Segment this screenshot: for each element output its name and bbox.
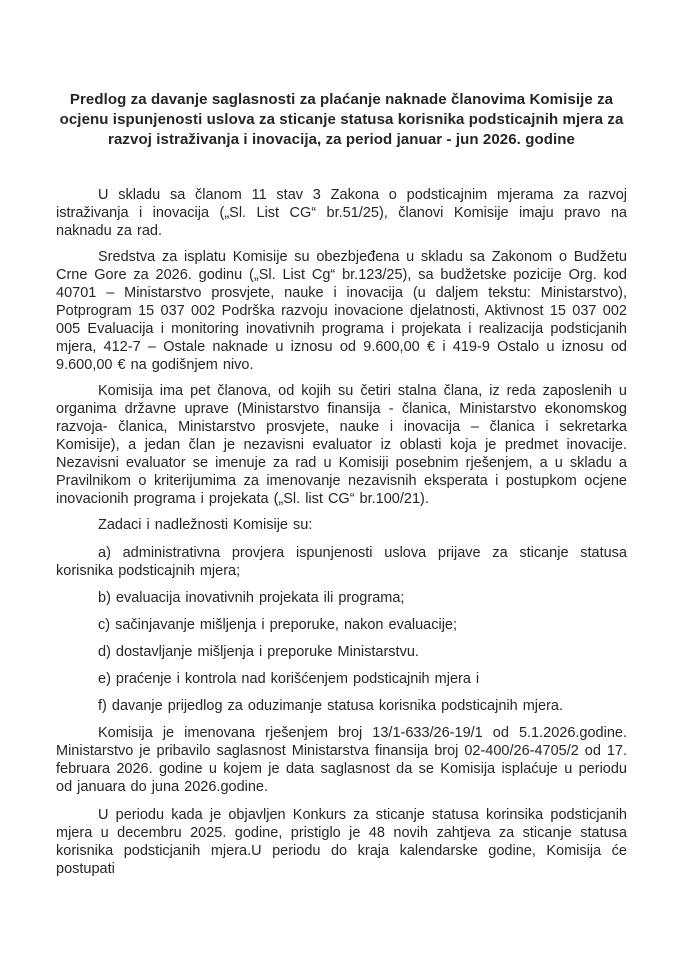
paragraph-legal-basis: U skladu sa članom 11 stav 3 Zakona o podsticajnim mjerama za razvoj istraživanja i inovacija („Sl. List CG“ br.51/25), članovi Komisije imaju pravo na naknadu za rad. (56, 187, 627, 239)
paragraph-commission-members: Komisija ima pet članova, od kojih su četiri stalna člana, iz reda zaposlenih u organima državne uprave (Ministarstvo finansija - članica, Ministarstvo ekonomskog razvoja- članica, Ministarstvo prosvjete, nauke i inovacija – članica i sekretarka Komisije), a jedan član je nezavisni evaluator iz oblasti koja je predmet inovacije. Nezavisni evaluator se imenuje za rad u Komisiji posebnim rješenjem, a u skladu a Pravilnikom o kriterijumima za imenovanje nezavisnih eksperata i postupkom ocjene inovacionih programa i projekata („Sl. list CG“ br.100/21). (56, 383, 627, 507)
task-item-a: a) administrativna provjera ispunjenosti uslova prijave za sticanje statusa korisnika podsticajnih mjera; (56, 545, 627, 579)
tasks-heading: Zadaci i nadležnosti Komisije su: (98, 517, 313, 533)
task-item-b: b) evaluacija inovativnih projekata ili programa; (98, 590, 405, 606)
document-title: Predlog za davanje saglasnosti za plaćanje naknade članovima Komisije za ocjenu ispunjenosti uslova za sticanje statusa korisnika podsticajnih mjera za razvoj istraživanja i inovacija, za period januar - jun 2026. godine (59, 91, 624, 148)
paragraph-contest-requests: U periodu kada je objavljen Konkurs za sticanje statusa korinsika podsticjanih mjera u decembru 2025. godine, pristiglo je 48 novih zahtjeva za sticanje statusa korisnika podsticjanih mjera.U periodu do kraja kalendarske godine, Komisija će postupati (56, 807, 627, 877)
task-item-c: c) sačinjavanje mišljenja i preporuke, nakon evaluacije; (98, 617, 458, 633)
paragraph-appointment: Komisija je imenovana rješenjem broj 13/1-633/26-19/1 od 5.1.2026.godine. Ministarstvo je pribavilo saglasnost Ministarstva finansija broj 02-400/26-4705/2 od 17. februara 2026. godine u kojem je data saglasnost da se Komisija isplaćuje u periodu od januara do juna 2026.godine. (56, 725, 627, 795)
task-item-e: e) praćenje i kontrola nad korišćenjem podsticajnih mjera i (98, 671, 480, 687)
task-item-d: d) dostavljanje mišljenja i preporuke Ministarstvu. (98, 644, 419, 660)
task-item-f: f) davanje prijedlog za oduzimanje statusa korisnika podsticajnih mjera. (98, 698, 563, 714)
paragraph-budget-funds: Sredstva za isplatu Komisije su obezbjeđena u skladu sa Zakonom o Budžetu Crne Gore za 2026. godinu („Sl. List Cg“ br.123/25), sa budžetske pozicije Org. kod 40701 – Ministarstvo prosvjete, nauke i inovacija (u daljem tekstu: Ministarstvo), Potprogram 15 037 002 Podrška razvoju inovacione djelatnosti, Aktivnost 15 037 002 005 Evaluacija i monitoring inovativnih programa i projekata i realizacija podsticjanih mjera, 412-7 – Ostale naknade u iznosu od 9.600,00 € i 419-9 Ostalo u iznosu od 9.600,00 € na godišnjem nivo. (56, 249, 627, 373)
